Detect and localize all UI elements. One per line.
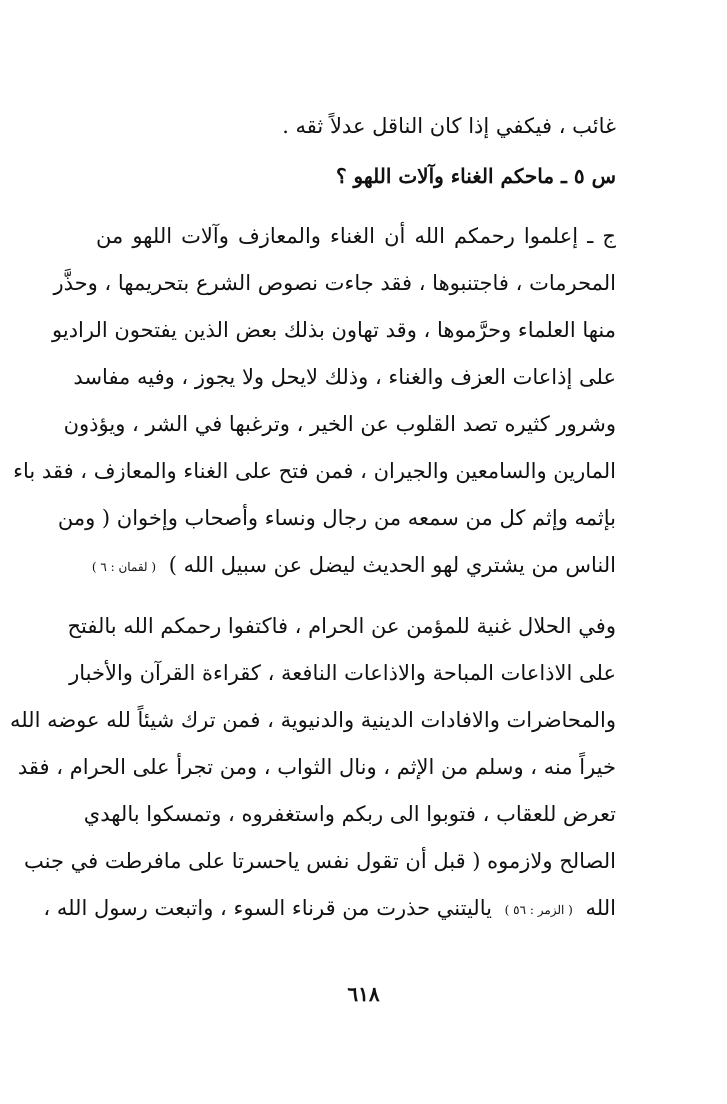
text-line: تعرض للعقاب ، فتوبوا الى ربكم واستغفروه ، وتمسكوا بالهدي [83,802,616,826]
text-line: الصالح ولازموه ( قبل أن تقول نفس ياحسرتا على مافرطت في جنب [24,849,616,873]
citation-zumar: ( الزمر : ٥٦ ) [504,902,573,917]
text-line: المارين والسامعين والجيران ، فمن فتح على الغناء والمعازف ، فقد باء [13,459,616,483]
page-body-text [9,106,616,976]
page-number: ٦١٨ [347,982,380,1006]
question-heading: س ٥ ـ ماحكم الغناء وآلات اللهو ؟ [335,164,616,188]
text-line-with-citation [91,545,616,585]
text-line: وشرور كثيره تصد القلوب عن الخير ، وترغبها في الشر ، ويؤذون [63,412,616,436]
text-line: ج ـ إعلموا رحمكم الله أن الغناء والمعازف وآلات اللهو من [96,224,616,248]
text-line: المحرمات ، فاجتنبوها ، فقد جاءت نصوص الشرع بتحريمها ، وحذَّر [53,271,616,295]
text-line: غائب ، فيكفي إذا كان الناقل عدلاً ثقه . [282,114,616,138]
text-line: خيراً منه ، وسلم من الإثم ، ونال الثواب ، ومن تجرأ على الحرام ، فقد [17,755,616,779]
text-line: وفي الحلال غنية للمؤمن عن الحرام ، فاكتفوا رحمكم الله بالفتح [67,614,616,638]
quran-verse-text: الناس من يشتري لهو الحديث ليضل عن سبيل الله ) [168,553,616,577]
text-fragment: الله [585,896,616,920]
text-line: على إذاعات العزف والغناء ، وذلك لايحل ولا يجوز ، وفيه مفاسد [73,365,616,389]
text-line: على الاذاعات المباحة والاذاعات النافعة ، كقراءة القرآن والأخبار [69,661,616,685]
text-fragment: ياليتني حذرت من قرناء السوء ، واتبعت رسول الله ، [43,896,492,920]
citation-luqman: ( لقمان : ٦ ) [91,559,157,574]
text-line-with-citation [43,888,616,928]
text-line: بإثمه وإثم كل من سمعه من رجال ونساء وأصحاب وإخوان ( ومن [57,506,616,530]
text-line: والمحاضرات والافادات الدينية والدنيوية ، فمن ترك شيئاً لله عوضه الله [9,708,616,732]
text-line: منها العلماء وحرَّموها ، وقد تهاون بذلك بعض الذين يفتحون الراديو [52,318,616,342]
